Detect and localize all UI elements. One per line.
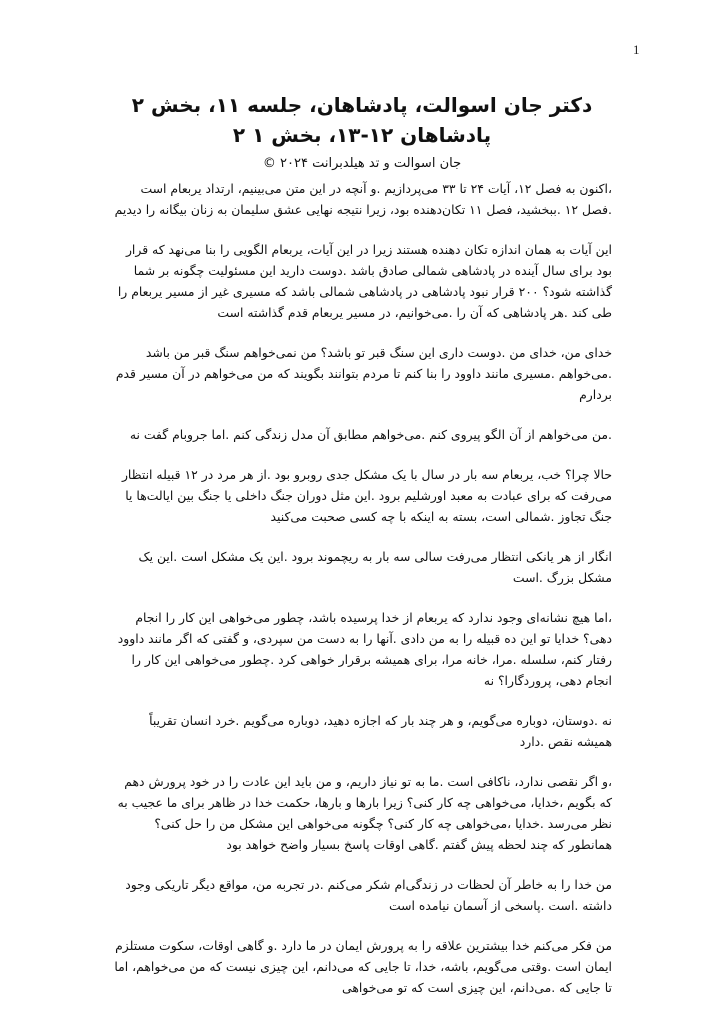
paragraph-7: ،اما هیچ نشانه‌ای وجود ندارد که یربعام از خدا پرسیده باشد، چطور می‌خواهی این کار را انجام دهی؟ خدایا تو این ده قبیله را به من دادی .آنها را به دست من سپردی، و گفتی که اگر مانند داوود رفتار کنم، سلسله .مرا، خانه مرا، برای همیشه برقرار خواهی کرد .چطور می‌خواهی این کار را انجام دهی، پروردگارا؟ نه bbox=[117, 610, 612, 688]
paragraph-9: ،و اگر نقصی ندارد، ناکافی است .ما به تو نیاز داریم، و من باید این عادت را در خود پرورش دهم که بگویم ،خدایا، می‌خواهی چه کار کنی؟ زیرا بارها و بارها، حکمت خدا در ظاهر برای ما عجیب به نظر می‌رسد .خدایا ،می‌خواهی چه کار کنی؟ چگونه می‌خواهی این مشکل من را حل کنی؟ همانطور که چند لحظه پیش گفتم .گاهی اوقات پاسخ بسیار واضح خواهد بود bbox=[117, 774, 612, 852]
paragraph-4: .من می‌خواهم از آن الگو پیروی کنم .می‌خواهم مطابق آن مدل زندگی کنم .اما جروبام گفت نه bbox=[129, 427, 612, 442]
author-copyright: جان اسوالت و تد هیلدبرانت ۲۰۲۴ © bbox=[262, 156, 462, 171]
paragraph-2: این آیات به همان اندازه تکان دهنده هستند زیرا در این آیات، یربعام الگویی را بنا می‌نهد که قرار بود برای سال آینده در پادشاهی شمالی صادق باشد .دوست دارید این مسئولیت چگونه بر شما گذاشته شود؟ ۲۰۰ قرار نبود پادشاهی در پادشاهی شمالی باشد که مسیری غیر از مسیر یربعام را طی کند .هر پادشاهی که آن را .می‌خوانیم، در مسیر یربعام قدم گذاشته است bbox=[117, 242, 612, 320]
paragraph-10: من خدا را به خاطر آن لحظات در زندگی‌ام شکر می‌کنم .در تجربه من، مواقع دیگر تاریکی وجود داشته .است .پاسخی از آسمان نیامده است bbox=[125, 877, 612, 913]
paragraph-3: خدای من، خدای من .دوست داری این سنگ قبر تو باشد؟ من نمی‌خواهم سنگ قبر من باشد .می‌خواهم .مسیری مانند داوود را بنا کنم تا مردم بتوانند بگویند که من می‌خواهم در آن مسیر قدم بردارم bbox=[115, 345, 612, 402]
title-line-2: پادشاهان ۱۲-۱۳، بخش ۱ ۲ bbox=[232, 123, 492, 147]
document-body bbox=[112, 178, 612, 1017]
title-line-1: دکتر جان اسوالت، پادشاهان، جلسه ۱۱، بخش ۲ bbox=[131, 93, 593, 117]
paragraph-1: ،اکنون به فصل ۱۲، آیات ۲۴ تا ۳۳ می‌پردازیم .و آنچه در این متن می‌بینیم، ارتداد یربعام است .فصل ۱۲ .ببخشید، فصل ۱۱ تکان‌دهنده بود، زیرا نتیجه نهایی عشق سلیمان به زنان بیگانه را دیدیم bbox=[114, 181, 612, 217]
paragraph-6: انگار از هر یانکی انتظار می‌رفت سالی سه بار به ریچموند برود .این یک مشکل است .این یک مشکل بزرگ .است bbox=[138, 549, 612, 585]
paragraph-5: حالا چرا؟ خب، یربعام سه بار در سال با یک مشکل جدی روبرو بود .از هر مرد در ۱۲ قبیله انتظار می‌رفت که برای عبادت به معبد اورشلیم برود .این مثل دوران جنگ داخلی یا جنگ بین ایالت‌ها یا جنگ تجاوز .شمالی است، بسته به اینکه با چه کسی صحبت می‌کنید bbox=[121, 467, 612, 524]
paragraph-11: من فکر می‌کنم خدا بیشترین علاقه را به پرورش ایمان در ما دارد .و گاهی اوقات، سکوت مستلزم ایمان است .وقتی می‌گویم، باشه، خدا، تا جایی که می‌دانم، این چیزی نیست که من می‌خواهم، اما تا جایی که .می‌دانم، این چیزی است که تو می‌خواهی bbox=[114, 938, 612, 995]
paragraph-8: نه .دوستان، دوباره می‌گویم، و هر چند بار که اجازه دهید، دوباره می‌گویم .خرد انسان تقریباً همیشه نقص .دارد bbox=[149, 713, 612, 749]
document-header bbox=[0, 90, 724, 174]
page-number: 1 bbox=[633, 42, 640, 57]
